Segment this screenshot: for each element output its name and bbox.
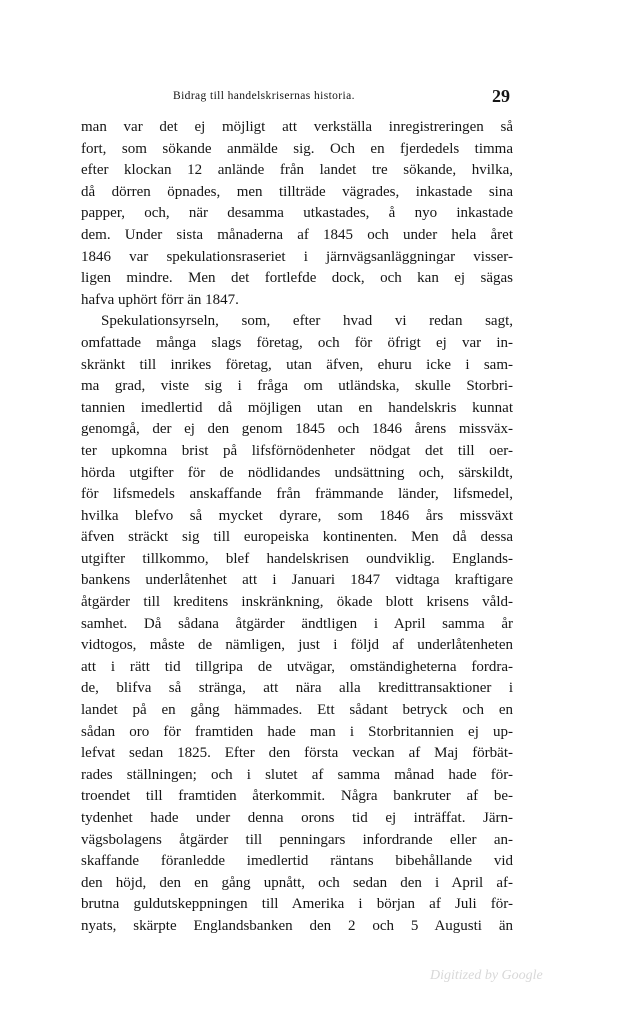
text-line: fort, som sökande anmälde sig. Och en fjerdedels timma	[81, 140, 513, 157]
text-line: efter klockan 12 anlände från landet tre sökande, hvilka,	[81, 162, 513, 179]
text-line: för lifsmedels anskaffande från främmande länder, lifsmedel,	[81, 486, 513, 503]
text-line: troendet till framtiden återkommit. Några bankruter af be-	[81, 788, 513, 805]
text-line: omfattade många slags företag, och för öfrigt ej var in-	[81, 334, 513, 351]
text-line: dem. Under sista månaderna af 1845 och under hela året	[81, 226, 513, 243]
text-line: att i rätt tid tillgripa de utvägar, omständigheterna fordra-	[81, 658, 513, 675]
text-line: ma grad, viste sig i fråga om utländska, skulle Storbri-	[81, 378, 513, 395]
text-line: hvilka blefvo så mycket dyrare, som 1846 års missväxt	[81, 507, 513, 524]
text-line: hörda utgifter för de nödlidandes undsättning och, särskildt,	[81, 464, 513, 481]
text-line: då dörren öpnades, men tillträde vägrades, inkastade sina	[81, 183, 513, 200]
text-line: tannien imedlertid då möjligen utan en handelskris kunnat	[81, 399, 513, 416]
text-line: skränkt till inrikes företag, utan äfven, ehuru icke i sam-	[81, 356, 513, 373]
text-line: landet på en gång hämmades. Ett sådant betryck och en	[81, 702, 513, 719]
digitization-watermark: Digitized by Google	[430, 968, 543, 983]
running-head	[80, 88, 512, 108]
text-line: vidtogos, måste de nämligen, just i följd af underlåtenheten	[81, 637, 513, 654]
text-line: den höjd, den en gång upnått, och sedan den i April af-	[81, 874, 513, 891]
text-line: nyats, skärpte Englandsbanken den 2 och 5 Augusti än	[81, 917, 513, 934]
text-line: vägsbolagens åtgärder till penningars infordrande eller an-	[81, 831, 513, 848]
text-line: åtgärder till kreditens inskränkning, ökade blott krisens våld-	[81, 594, 513, 611]
text-line: de, blifva så stränga, att nära alla kredittransaktioner i	[81, 680, 513, 697]
paragraph-end-line: hafva uphört förr än 1847.	[81, 291, 239, 308]
body-text	[81, 117, 513, 938]
running-title: Bidrag till handelskrisernas historia.	[173, 90, 355, 102]
text-line: tydenhet hade under denna orons tid ej inträffat. Järn-	[81, 810, 513, 826]
text-line: samhet. Då sådana åtgärder ändtligen i April samma år	[81, 615, 513, 632]
text-line: sådan oro för framtiden hade man i Storbritannien ej up-	[81, 723, 513, 740]
text-line: brutna guldutskeppningen till Amerika i början af Juli för-	[81, 896, 513, 913]
text-line: äfven sträckt sig till europeiska kontinenten. Men då dessa	[81, 529, 513, 546]
text-line: man var det ej möjligt att verkställa inregistreringen så	[81, 119, 513, 135]
text-line: rades ställningen; och i slutet af samma månad hade för-	[81, 766, 513, 783]
paragraph-start-line: Spekulationsyrseln, som, efter hvad vi redan sagt,	[101, 313, 513, 330]
text-line: genomgå, der ej den genom 1845 och 1846 årens missväx-	[81, 421, 513, 438]
text-line: papper, och, när desamma utkastades, å nyo inkastade	[81, 205, 513, 222]
text-line: bankens underlåtenhet att i Januari 1847 vidtaga kraftigare	[81, 572, 513, 589]
text-line: utgifter tillkommo, blef handelskrisen oundviklig. Englands-	[81, 550, 513, 567]
text-line: skaffande föranledde imedlertid räntans bibehållande vid	[81, 853, 513, 870]
page-number: 29	[492, 86, 510, 106]
text-line: ligen mindre. Men det fortlefde dock, och kan ej sägas	[81, 270, 513, 287]
text-line: ter upkomna brist på lifsförnödenheter nödgat det till oer-	[81, 442, 513, 459]
text-line: lefvat sedan 1825. Efter den första veckan af Maj förbät-	[81, 745, 513, 762]
text-line: 1846 var spekulationsraseriet i järnvägsanläggningar visser-	[81, 248, 513, 265]
